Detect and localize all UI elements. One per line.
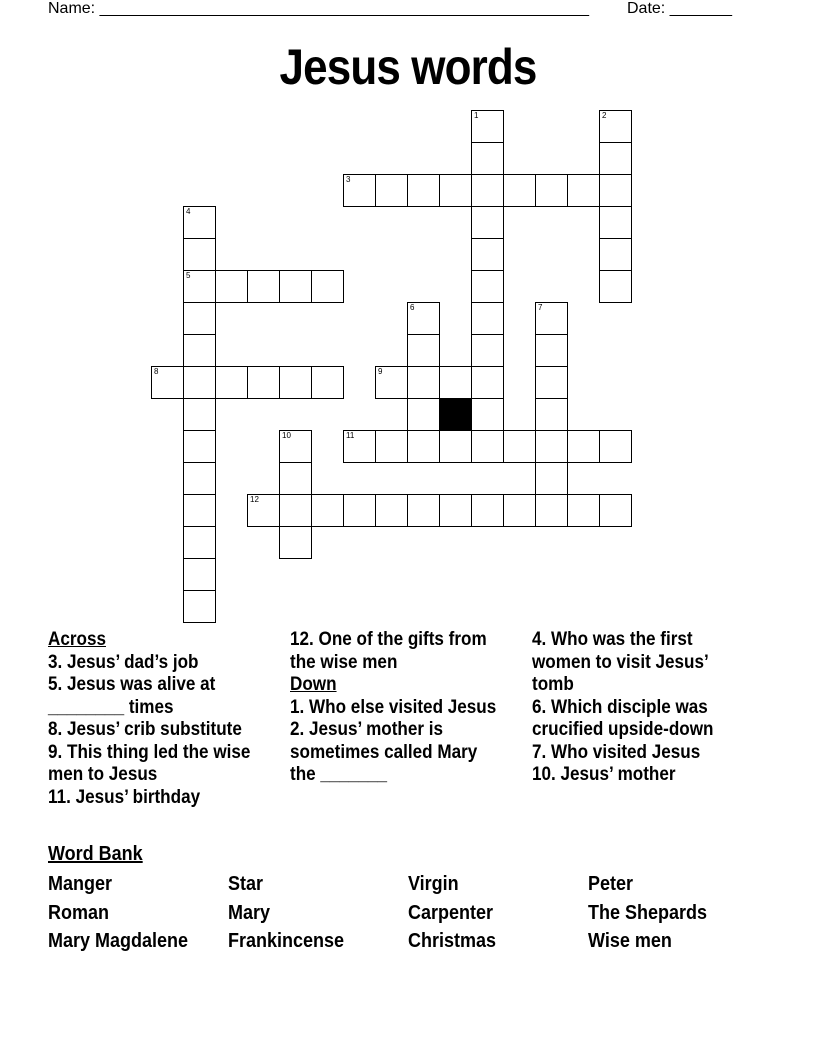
crossword-cell[interactable] [599,494,632,527]
word-bank-item: Frankincense [228,930,345,952]
crossword-cell[interactable] [279,366,312,399]
crossword-cell[interactable] [407,398,440,431]
crossword-cell[interactable] [407,334,440,367]
cell-number: 3 [346,175,351,184]
crossword-cell[interactable] [439,174,472,207]
clue-number: 2. [290,719,305,740]
clue-item [532,764,741,787]
word-bank-item: Star [228,873,264,895]
clue-item [48,787,259,810]
crossword-cell[interactable] [343,430,376,463]
clue-text: Jesus’ mother [555,764,676,785]
crossword-cell[interactable] [247,366,280,399]
clue-number: 12. [290,629,314,650]
crossword-cell[interactable] [471,366,504,399]
crossword-cell[interactable] [247,494,280,527]
crossword-cell[interactable] [567,174,600,207]
clue-number: 11. [48,786,71,808]
crossword-cell[interactable] [599,142,632,175]
clues-column-3 [532,629,741,787]
clue-text: Jesus was alive at ________ times [48,674,216,718]
clue-text: Which disciple was crucified upside-down [532,696,714,740]
crossword-cell[interactable] [599,206,632,239]
crossword-cell[interactable] [599,110,632,143]
section-heading: Down [290,674,337,695]
section-heading: Across [48,629,106,650]
crossword-cell[interactable] [375,494,408,527]
cell-number: 2 [602,111,607,120]
crossword-cell[interactable] [471,430,504,463]
clue-item [532,629,741,697]
word-bank-item: Peter [588,873,634,895]
clue-item [48,742,259,787]
word-bank-item: Roman [48,902,110,924]
crossword-cell[interactable] [407,430,440,463]
crossword-cell[interactable] [279,494,312,527]
crossword-cell[interactable] [407,494,440,527]
clue-text: Jesus’ birthday [70,786,201,808]
crossword-cell[interactable] [503,494,536,527]
clue-number: 3. [48,651,63,673]
crossword-cell[interactable] [471,206,504,239]
clue-number: 7. [532,741,547,763]
cell-number: 4 [186,207,191,216]
crossword-cell[interactable] [183,430,216,463]
crossword-cell[interactable] [183,590,216,623]
crossword-cell[interactable] [183,366,216,399]
clue-item [48,674,259,719]
crossword-cell[interactable] [535,334,568,367]
clue-number: 5. [48,674,63,695]
crossword-cell[interactable] [407,302,440,335]
crossword-cell[interactable] [183,206,216,239]
crossword-cell[interactable] [343,174,376,207]
word-bank-item: Manger [48,873,113,895]
crossword-cell[interactable] [215,366,248,399]
crossword-cell[interactable] [183,462,216,495]
crossword-cell[interactable] [535,462,568,495]
crossword-cell[interactable] [599,270,632,303]
clue-text: Who else visited Jesus [304,696,497,718]
crossword-cell[interactable] [567,430,600,463]
clue-number: 10. [532,764,556,785]
word-bank-item: The Shepards [588,902,708,924]
crossword-cell[interactable] [183,270,216,303]
crossword-cell[interactable] [183,558,216,591]
cell-number: 1 [474,111,479,120]
clue-text: This thing led the wise men to Jesus [48,741,251,785]
word-bank-title: Word Bank [48,843,143,865]
crossword-cell[interactable] [183,334,216,367]
crossword-cell[interactable] [407,366,440,399]
word-bank-item: Wise men [588,930,672,952]
crossword-cell[interactable] [375,430,408,463]
black-cell [439,398,472,431]
crossword-cell[interactable] [311,366,344,399]
clue-number: 6. [532,696,547,718]
crossword-cell[interactable] [311,494,344,527]
clue-number: 8. [48,719,63,740]
crossword-cell[interactable] [471,142,504,175]
crossword-cell[interactable] [535,302,568,335]
clue-item [48,719,259,742]
crossword-cell[interactable] [567,494,600,527]
crossword-cell[interactable] [535,398,568,431]
crossword-cell[interactable] [599,238,632,271]
clue-number: 1. [290,696,305,718]
clue-text: One of the gifts from the wise men [290,629,487,673]
crossword-cell[interactable] [183,398,216,431]
crossword-cell[interactable] [535,430,568,463]
word-bank-item: Christmas [408,930,497,952]
word-bank-item: Carpenter [408,902,494,924]
cell-number: 12 [250,495,259,504]
crossword-cell[interactable] [215,270,248,303]
clue-item [290,697,502,720]
clue-item [48,652,259,675]
crossword-cell[interactable] [471,110,504,143]
crossword-cell[interactable] [471,494,504,527]
crossword-cell[interactable] [471,334,504,367]
crossword-cell[interactable] [247,270,280,303]
crossword-cell[interactable] [439,494,472,527]
crossword-cell[interactable] [279,270,312,303]
clues-column-1 [48,629,259,809]
clue-text: Who was the first women to visit Jesus’ tomb [532,629,708,695]
crossword-cell[interactable] [471,398,504,431]
date-line: Date: _______ [627,0,732,17]
word-bank-item: Virgin [408,873,459,895]
crossword-cell[interactable] [439,366,472,399]
crossword-cell[interactable] [599,174,632,207]
crossword-cell[interactable] [311,270,344,303]
cell-number: 6 [410,303,415,312]
crossword-cell[interactable] [183,494,216,527]
crossword-cell[interactable] [503,430,536,463]
crossword-cell[interactable] [151,366,184,399]
crossword-cell[interactable] [535,366,568,399]
word-bank-item: Mary [228,902,271,924]
clue-item [532,697,741,742]
crossword-cell[interactable] [375,366,408,399]
cell-number: 10 [282,431,291,440]
page-title: Jesus words [279,39,537,95]
clues-column-2 [290,629,502,787]
cell-number: 11 [346,431,355,440]
crossword-cell[interactable] [343,494,376,527]
crossword-cell[interactable] [471,238,504,271]
crossword-cell[interactable] [375,174,408,207]
clue-number: 9. [48,741,63,763]
cell-number: 9 [378,367,383,376]
crossword-cell[interactable] [439,430,472,463]
cell-number: 8 [154,367,159,376]
name-line: Name: _______________________________________________________ [48,0,589,17]
crossword-cell[interactable] [471,270,504,303]
clue-number: 4. [532,629,547,650]
clue-text: Jesus’ mother is sometimes called Mary the _______ [290,719,478,785]
crossword-cell[interactable] [535,174,568,207]
crossword-cell[interactable] [279,462,312,495]
crossword-cell[interactable] [503,174,536,207]
word-bank-item: Mary Magdalene [48,930,189,952]
crossword-cell[interactable] [407,174,440,207]
clue-item [290,719,502,787]
crossword-cell[interactable] [471,302,504,335]
crossword-cell[interactable] [183,526,216,559]
crossword-cell[interactable] [183,302,216,335]
clue-text: Jesus’ dad’s job [62,651,199,673]
clue-item [532,742,741,765]
crossword-cell[interactable] [183,238,216,271]
crossword-cell[interactable] [599,430,632,463]
crossword-cell[interactable] [279,430,312,463]
clue-text: Jesus’ crib substitute [62,719,242,740]
cell-number: 5 [186,271,191,280]
crossword-cell[interactable] [279,526,312,559]
cell-number: 7 [538,303,543,312]
clue-item [290,629,502,674]
crossword-cell[interactable] [471,174,504,207]
crossword-cell[interactable] [535,494,568,527]
clue-text: Who visited Jesus [546,741,701,763]
